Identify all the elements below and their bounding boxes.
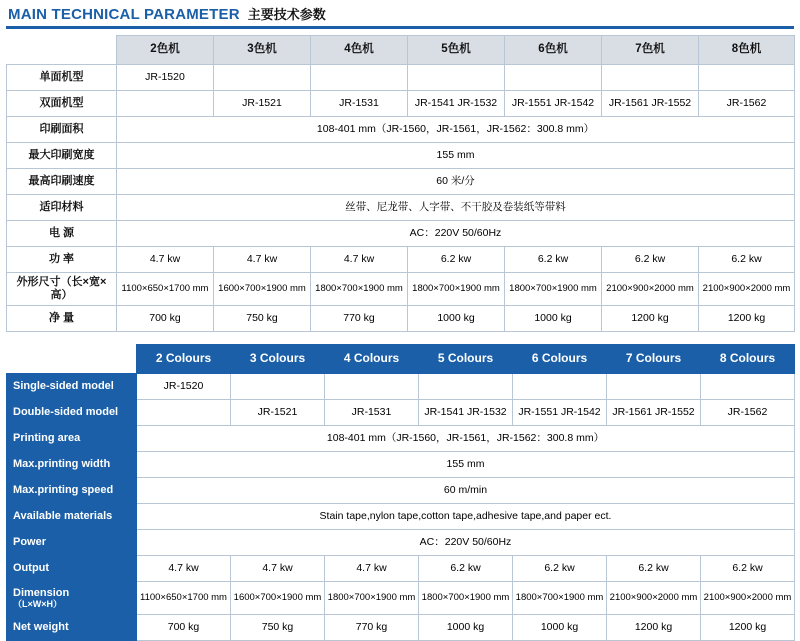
spec-table-chinese: [6, 35, 795, 332]
column-header-5-colours: 5 Colours: [419, 345, 513, 374]
spec-table-english: [6, 344, 795, 641]
row-value-cell: 6.2 kw: [699, 247, 795, 273]
row-value-cell: 2100×900×2000 mm: [699, 273, 795, 306]
row-label: 适印材料: [7, 195, 117, 221]
column-header-3-colours: 3色机: [214, 36, 311, 65]
table-row: [7, 306, 795, 332]
column-header-8-colours: 8 Colours: [701, 345, 795, 374]
row-value-merged: 155 mm: [117, 143, 795, 169]
row-value-cell: 6.2 kw: [701, 556, 795, 582]
row-label: [7, 273, 117, 306]
row-label: Net weight: [7, 615, 137, 641]
column-header-7-colours: 7色机: [602, 36, 699, 65]
row-label: 单面机型: [7, 65, 117, 91]
row-value-cell: [408, 65, 505, 91]
row-value-cell: 4.7 kw: [231, 556, 325, 582]
table-row: [7, 530, 795, 556]
row-label: Double-sided model: [7, 400, 137, 426]
table-row: [7, 374, 795, 400]
row-value-cell: JR-1521: [214, 91, 311, 117]
row-value-cell: 1000 kg: [419, 615, 513, 641]
row-value-cell: JR-1531: [325, 400, 419, 426]
row-value-cell: 4.7 kw: [325, 556, 419, 582]
column-header-2-colours: 2色机: [117, 36, 214, 65]
row-value-cell: JR-1551 JR-1542: [505, 91, 602, 117]
table-row: [7, 195, 795, 221]
row-label: Output: [7, 556, 137, 582]
row-value-cell: 1600×700×1900 mm: [214, 273, 311, 306]
row-value-cell: 6.2 kw: [607, 556, 701, 582]
row-value-cell: 4.7 kw: [137, 556, 231, 582]
table-corner-cell: [7, 345, 137, 374]
row-label-sub: （长×宽×高）: [50, 276, 107, 301]
row-value-cell: 1000 kg: [408, 306, 505, 332]
row-value-cell: 1600×700×1900 mm: [231, 582, 325, 615]
row-value-cell: 700 kg: [137, 615, 231, 641]
row-value-cell: JR-1541 JR-1532: [419, 400, 513, 426]
row-value-cell: 4.7 kw: [214, 247, 311, 273]
row-value-cell: 6.2 kw: [602, 247, 699, 273]
row-value-merged: 108-401 mm（JR-1560，JR-1561，JR-1562：300.8 mm）: [137, 426, 795, 452]
row-value-cell: [513, 374, 607, 400]
row-label: 净 量: [7, 306, 117, 332]
row-value-cell: 1800×700×1900 mm: [505, 273, 602, 306]
row-value-cell: JR-1531: [311, 91, 408, 117]
row-label: 最大印刷宽度: [7, 143, 117, 169]
row-label: Max.printing width: [7, 452, 137, 478]
row-value-cell: 1800×700×1900 mm: [419, 582, 513, 615]
row-label-main: Dimension: [13, 586, 70, 599]
table-row: [7, 117, 795, 143]
row-value-cell: 1000 kg: [513, 615, 607, 641]
row-value-cell: 1200 kg: [602, 306, 699, 332]
row-value-cell: [505, 65, 602, 91]
row-value-cell: [117, 91, 214, 117]
row-value-cell: [137, 400, 231, 426]
table-row: [7, 400, 795, 426]
page-title: [6, 0, 794, 29]
row-value-cell: 770 kg: [325, 615, 419, 641]
table-row: [7, 273, 795, 306]
table-row: [7, 91, 795, 117]
row-value-cell: 770 kg: [311, 306, 408, 332]
column-header-5-colours: 5色机: [408, 36, 505, 65]
table-row: [7, 478, 795, 504]
table-row: [7, 615, 795, 641]
row-label-main: 外形尺寸: [16, 276, 61, 289]
row-label-sub: （L×W×H）: [13, 599, 63, 610]
row-label: 双面机型: [7, 91, 117, 117]
row-value-cell: [311, 65, 408, 91]
row-value-cell: 6.2 kw: [505, 247, 602, 273]
table-row: [7, 221, 795, 247]
row-value-cell: 4.7 kw: [311, 247, 408, 273]
row-value-cell: [699, 65, 795, 91]
row-value-merged: AC：220V 50/60Hz: [117, 221, 795, 247]
row-value-merged: 丝带、尼龙带、人字带、不干胶及卷装纸等带料: [117, 195, 795, 221]
row-value-merged: AC：220V 50/60Hz: [137, 530, 795, 556]
table-row: [7, 169, 795, 195]
row-value-cell: JR-1561 JR-1552: [607, 400, 701, 426]
row-value-cell: 1800×700×1900 mm: [408, 273, 505, 306]
row-value-cell: [214, 65, 311, 91]
row-value-cell: 1800×700×1900 mm: [325, 582, 419, 615]
row-value-cell: 2100×900×2000 mm: [701, 582, 795, 615]
row-label: 功 率: [7, 247, 117, 273]
row-value-cell: 1100×650×1700 mm: [117, 273, 214, 306]
page-title-en: MAIN TECHNICAL PARAMETER: [8, 6, 240, 23]
row-value-merged: Stain tape,nylon tape,cotton tape,adhesive tape,and paper ect.: [137, 504, 795, 530]
row-label: Power: [7, 530, 137, 556]
row-value-cell: JR-1520: [117, 65, 214, 91]
row-value-cell: 700 kg: [117, 306, 214, 332]
column-header-3-colours: 3 Colours: [231, 345, 325, 374]
row-value-cell: JR-1551 JR-1542: [513, 400, 607, 426]
row-value-cell: 1000 kg: [505, 306, 602, 332]
row-value-cell: [701, 374, 795, 400]
row-label: 最高印刷速度: [7, 169, 117, 195]
table-corner-cell: [7, 36, 117, 65]
row-label: 印刷面积: [7, 117, 117, 143]
row-value-cell: 1200 kg: [607, 615, 701, 641]
row-value-merged: 60 米/分: [117, 169, 795, 195]
column-header-2-colours: 2 Colours: [137, 345, 231, 374]
table-header-row: [7, 345, 795, 374]
row-value-cell: [602, 65, 699, 91]
row-value-merged: 108-401 mm（JR-1560，JR-1561，JR-1562：300.8 mm）: [117, 117, 795, 143]
row-value-cell: 750 kg: [214, 306, 311, 332]
row-label: Printing area: [7, 426, 137, 452]
row-value-merged: 155 mm: [137, 452, 795, 478]
table-row: [7, 556, 795, 582]
row-value-cell: 2100×900×2000 mm: [602, 273, 699, 306]
row-value-cell: 6.2 kw: [513, 556, 607, 582]
row-value-cell: JR-1562: [701, 400, 795, 426]
row-value-cell: JR-1520: [137, 374, 231, 400]
row-value-cell: JR-1562: [699, 91, 795, 117]
row-value-cell: 1100×650×1700 mm: [137, 582, 231, 615]
row-value-cell: JR-1541 JR-1532: [408, 91, 505, 117]
row-value-cell: 4.7 kw: [117, 247, 214, 273]
table-spacer: [6, 332, 794, 344]
row-value-cell: [419, 374, 513, 400]
row-value-cell: 1200 kg: [699, 306, 795, 332]
row-label: 电 源: [7, 221, 117, 247]
column-header-8-colours: 8色机: [699, 36, 795, 65]
table-row: [7, 582, 795, 615]
row-value-cell: 1800×700×1900 mm: [311, 273, 408, 306]
table-row: [7, 504, 795, 530]
row-value-cell: [231, 374, 325, 400]
column-header-4-colours: 4色机: [311, 36, 408, 65]
table-row: [7, 247, 795, 273]
row-label: Max.printing speed: [7, 478, 137, 504]
table-row: [7, 426, 795, 452]
row-value-cell: 1800×700×1900 mm: [513, 582, 607, 615]
page-title-cn: 主要技术参数: [247, 7, 326, 22]
row-value-cell: 6.2 kw: [419, 556, 513, 582]
row-value-cell: JR-1561 JR-1552: [602, 91, 699, 117]
row-value-cell: JR-1521: [231, 400, 325, 426]
column-header-6-colours: 6色机: [505, 36, 602, 65]
row-value-cell: [325, 374, 419, 400]
row-label: Single-sided model: [7, 374, 137, 400]
table-row: [7, 452, 795, 478]
table-header-row: [7, 36, 795, 65]
column-header-7-colours: 7 Colours: [607, 345, 701, 374]
row-value-merged: 60 m/min: [137, 478, 795, 504]
table-row: [7, 143, 795, 169]
row-label: Available materials: [7, 504, 137, 530]
row-value-cell: 2100×900×2000 mm: [607, 582, 701, 615]
row-value-cell: 750 kg: [231, 615, 325, 641]
row-label: [7, 582, 137, 615]
table-row: [7, 65, 795, 91]
row-value-cell: 6.2 kw: [408, 247, 505, 273]
column-header-4-colours: 4 Colours: [325, 345, 419, 374]
row-value-cell: 1200 kg: [701, 615, 795, 641]
row-value-cell: [607, 374, 701, 400]
column-header-6-colours: 6 Colours: [513, 345, 607, 374]
